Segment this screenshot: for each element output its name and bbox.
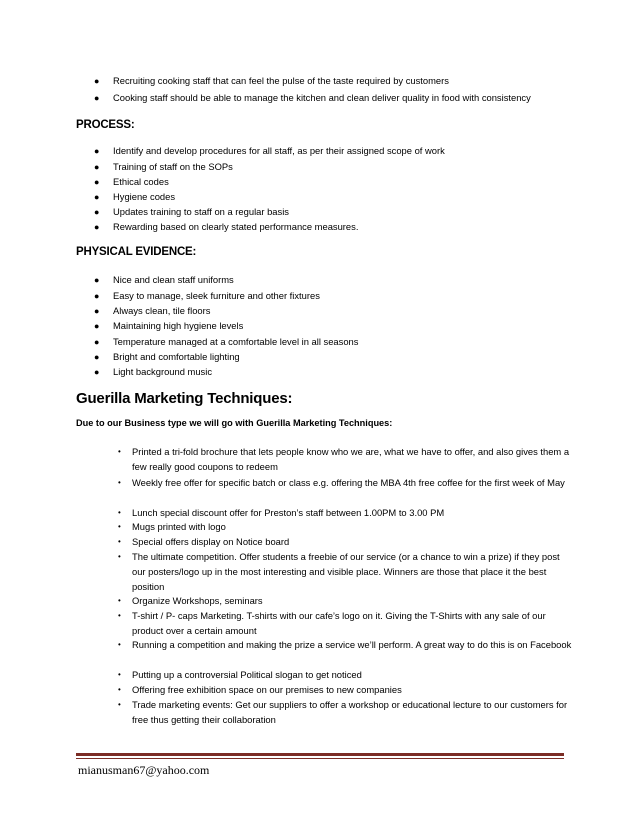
- list-item: • Organize Workshops, seminars: [118, 595, 263, 606]
- list-item: ● Nice and clean staff uniforms: [94, 274, 234, 285]
- bullet-icon: ●: [94, 93, 100, 103]
- bullet-icon: •: [118, 640, 121, 649]
- bullet-icon: ●: [94, 222, 100, 232]
- bullet-icon: ●: [94, 367, 100, 377]
- bullet-icon: •: [118, 552, 121, 561]
- list-item: ● Cooking staff should be able to manage the kitchen and clean deliver quality in food with consistency: [94, 92, 531, 103]
- list-item: • Offering free exhibition space on our premises to new companies: [118, 684, 402, 695]
- footer-divider-thin: [76, 758, 564, 759]
- bullet-icon: ●: [94, 162, 100, 172]
- list-item: ● Updates training to staff on a regular basis: [94, 206, 289, 217]
- bullet-icon: •: [118, 508, 121, 517]
- list-item: • Lunch special discount offer for Preston’s staff between 1.00PM to 3.00 PM: [118, 507, 445, 518]
- bullet-icon: ●: [94, 207, 100, 217]
- bullet-icon: •: [118, 596, 121, 605]
- bullet-icon: ●: [94, 177, 100, 187]
- bullet-icon: ●: [94, 291, 100, 301]
- list-item: ● Temperature managed at a comfortable level in all seasons: [94, 336, 359, 347]
- footer-divider: [76, 753, 564, 756]
- process-heading: PROCESS:: [76, 119, 135, 131]
- list-item: ● Bright and comfortable lighting: [94, 351, 240, 362]
- list-item: • Running a competition and making the prize a service we’ll perform. A great way to do this is on Facebook: [118, 639, 572, 650]
- list-item: ● Maintaining high hygiene levels: [94, 320, 244, 331]
- bullet-icon: ●: [94, 352, 100, 362]
- bullet-icon: •: [118, 478, 121, 487]
- bullet-icon: •: [118, 537, 121, 546]
- guerilla-intro: Due to our Business type we will go with Guerilla Marketing Techniques:: [76, 418, 393, 428]
- list-item: ● Training of staff on the SOPs: [94, 161, 233, 172]
- list-item: ● Recruiting cooking staff that can feel the pulse of the taste required by customers: [94, 75, 449, 86]
- bullet-icon: •: [118, 447, 121, 456]
- list-item: ● Identify and develop procedures for all staff, as per their assigned scope of work: [94, 145, 445, 156]
- list-item: • Special offers display on Notice board: [118, 536, 290, 547]
- list-item: • Putting up a controversial Political slogan to get noticed: [118, 669, 362, 680]
- bullet-icon: ●: [94, 192, 100, 202]
- bullet-icon: ●: [94, 306, 100, 316]
- list-item: • The ultimate competition. Offer students a freebie of our service (or a chance to win a prize) if they post our posters/logo up in the most interesting and visible place. Winners are those that place it the best position: [118, 551, 560, 592]
- bullet-icon: •: [118, 700, 121, 709]
- physical-evidence-heading: PHYSICAL EVIDENCE:: [76, 246, 197, 258]
- list-item: ● Rewarding based on clearly stated performance measures.: [94, 221, 359, 232]
- list-item: ● Light background music: [94, 366, 213, 377]
- bullet-icon: •: [118, 670, 121, 679]
- bullet-icon: •: [118, 685, 121, 694]
- list-item: ● Ethical codes: [94, 176, 169, 187]
- bullet-icon: ●: [94, 275, 100, 285]
- list-item: ● Easy to manage, sleek furniture and other fixtures: [94, 290, 320, 301]
- list-item: ● Hygiene codes: [94, 191, 176, 202]
- guerilla-heading: Guerilla Marketing Techniques:: [76, 390, 293, 407]
- list-item: ● Always clean, tile floors: [94, 305, 211, 316]
- bullet-icon: ●: [94, 337, 100, 347]
- list-item: • Trade marketing events: Get our suppliers to offer a workshop or educational lecture to our customers for free thus getting their collaboration: [118, 699, 568, 725]
- bullet-icon: ●: [94, 321, 100, 331]
- list-item: • Weekly free offer for specific batch or class e.g. offering the MBA 4th free coffee for the first week of May: [118, 477, 565, 488]
- bullet-icon: •: [118, 611, 121, 620]
- list-item: • Printed a tri-fold brochure that lets people know who we are, what we have to offer, and also gives them a few really good coupons to redeem: [118, 446, 570, 472]
- footer-email: mianusman67@yahoo.com: [78, 763, 210, 777]
- list-item: • Mugs printed with logo: [118, 521, 226, 532]
- bullet-icon: •: [118, 522, 121, 531]
- bullet-icon: ●: [94, 146, 100, 156]
- bullet-icon: ●: [94, 76, 100, 86]
- list-item: • T-shirt / P- caps Marketing. T-shirts with our cafe’s logo on it. Giving the T-Shirts with any sale of our product over a certain amount: [118, 610, 546, 636]
